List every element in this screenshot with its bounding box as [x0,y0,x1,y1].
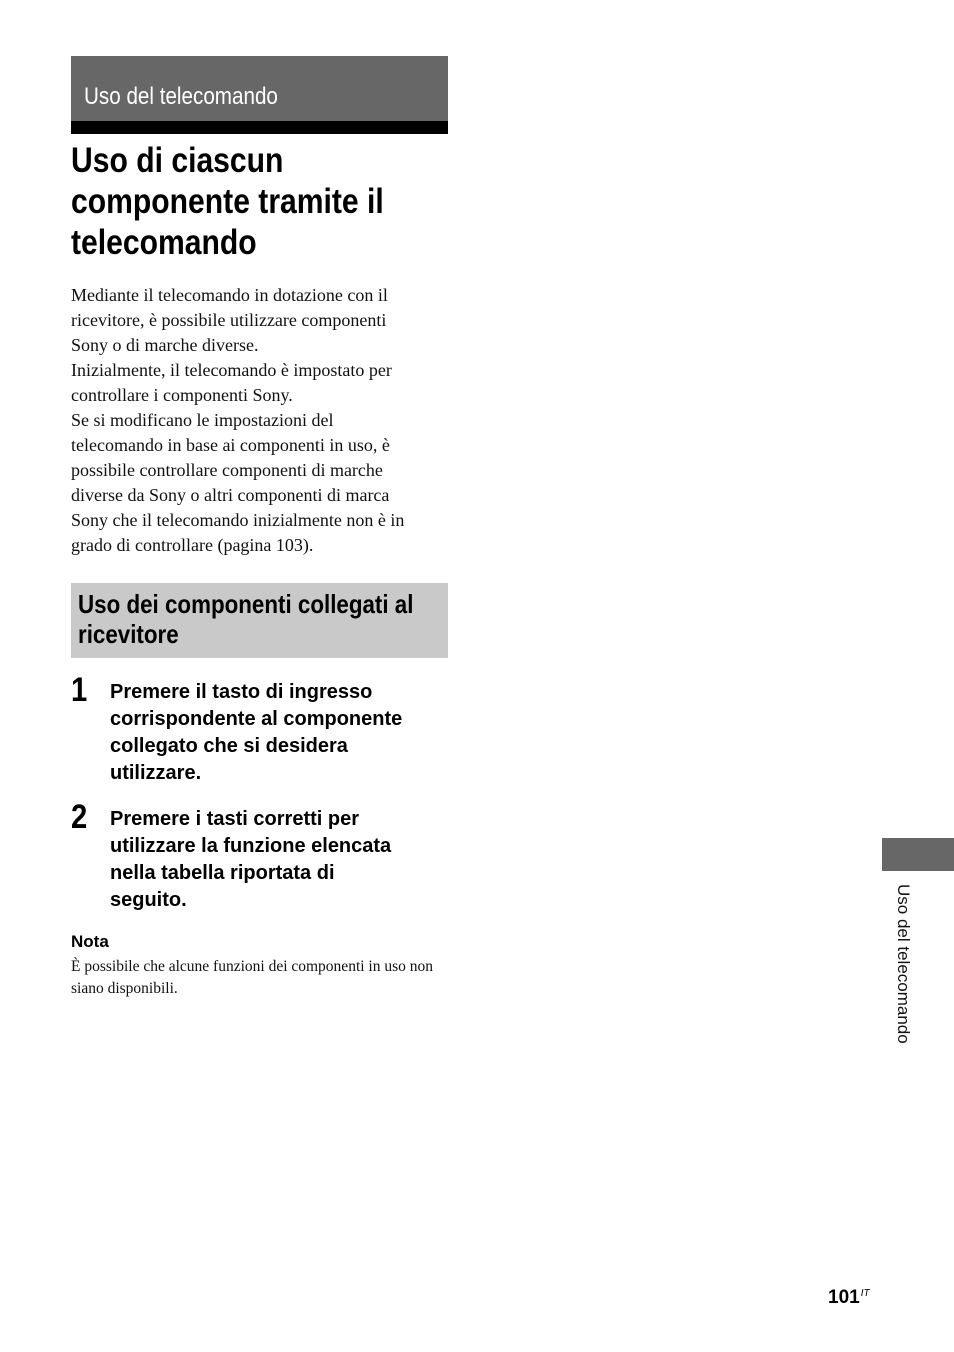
subsection-title: Uso dei componenti collegati al ricevitore [78,589,414,649]
step-line: corrispondente al componente [110,708,403,730]
step-line: collegato che si desidera [110,735,348,757]
step-number: 1 [71,671,88,709]
step-text [110,679,460,787]
step-text [110,806,460,914]
step-line: seguito. [110,889,187,911]
step-line: Premere il tasto di ingresso [110,681,373,703]
side-tab-marker [882,838,954,871]
intro-line: controllare i componenti Sony. [71,385,293,405]
subsection-header [71,583,448,658]
intro-line: Inizialmente, il telecomando è impostato per [71,360,392,380]
step-line: nella tabella riportata di [110,862,335,884]
step-line: utilizzare. [110,762,202,784]
section-title: Uso del telecomando [84,83,278,110]
intro-line: diverse da Sony o altri componenti di marca [71,485,390,505]
intro-line: Se si modificano le impostazioni del [71,410,334,430]
page-title-line: telecomando [71,223,257,262]
page-title [71,140,467,263]
step-line: Premere i tasti corretti per [110,808,359,830]
page-number [828,1282,870,1310]
page-language-suffix: IT [860,1288,870,1299]
intro-paragraph [71,283,461,558]
intro-line: ricevitore, è possibile utilizzare componenti [71,310,387,330]
intro-line: Sony o di marche diverse. [71,335,259,355]
intro-line: grado di controllare (pagina 103). [71,535,314,555]
intro-line: Mediante il telecomando in dotazione con il [71,285,388,305]
step-number: 2 [71,798,88,836]
side-tab-label: Uso del telecomando [894,884,913,1044]
section-header [71,56,448,121]
note-title: Nota [71,932,109,951]
page-title-line: Uso di ciascun [71,141,284,180]
intro-line: telecomando in base ai componenti in uso, è [71,435,390,455]
page-title-line: componente tramite il [71,182,384,221]
page-number-value: 101 [828,1287,860,1308]
note-text: È possibile che alcune funzioni dei componenti in uso non siano disponibili. [71,958,434,997]
section-divider [71,121,448,134]
intro-line: possibile controllare componenti di marche [71,460,383,480]
intro-line: Sony che il telecomando inizialmente non è in [71,510,405,530]
step-line: utilizzare la funzione elencata [110,835,392,857]
